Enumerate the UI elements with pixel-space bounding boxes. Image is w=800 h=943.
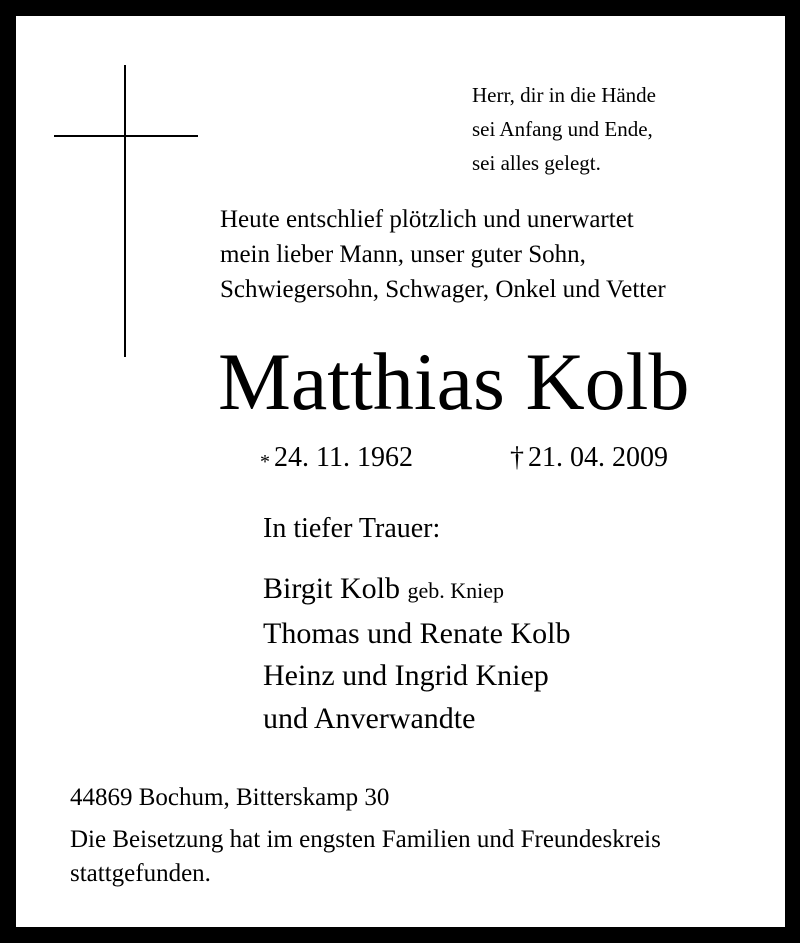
announcement-line: mein lieber Mann, unser guter Sohn, (220, 241, 586, 268)
mourner-line: Thomas und Renate Kolb (263, 616, 571, 650)
spouse-name: Birgit Kolb (263, 572, 400, 605)
verse-line: sei alles gelegt. (472, 151, 601, 175)
mourner-line: und Anverwandte (263, 701, 476, 735)
mourner-line: Heinz und Ingrid Kniep (263, 659, 549, 692)
verse-line: Herr, dir in die Hände (472, 83, 657, 107)
cross-vertical-bar (124, 65, 126, 357)
announcement-line: Heute entschlief plötzlich und unerwartet (220, 206, 634, 233)
bible-verse (472, 78, 656, 180)
verse-line: sei Anfang und Ende, (472, 117, 653, 141)
funeral-note: Die Beisetzung hat im engsten Familien und Freundeskreis stattgefunden. (70, 826, 661, 887)
cross-horizontal-bar (54, 135, 198, 137)
death-dagger-icon: † (510, 442, 524, 473)
death-date-line (510, 440, 668, 476)
family-address: 44869 Bochum, Bitterskamp 30 (70, 784, 390, 811)
birth-date-line (260, 440, 413, 480)
spouse-maiden-name: geb. Kniep (407, 578, 504, 603)
announcement-line: Schwiegersohn, Schwager, Onkel und Vetter (220, 276, 666, 303)
announcement-text (220, 202, 666, 307)
mourners-list (263, 568, 570, 740)
birth-star-icon: * (260, 451, 270, 473)
mourning-heading: In tiefer Trauer: (263, 513, 441, 544)
death-date: 21. 04. 2009 (528, 442, 668, 473)
obituary-notice (16, 16, 785, 927)
birth-date: 24. 11. 1962 (274, 442, 413, 473)
mourner-spouse (263, 568, 570, 613)
deceased-name: Matthias Kolb (218, 336, 690, 427)
